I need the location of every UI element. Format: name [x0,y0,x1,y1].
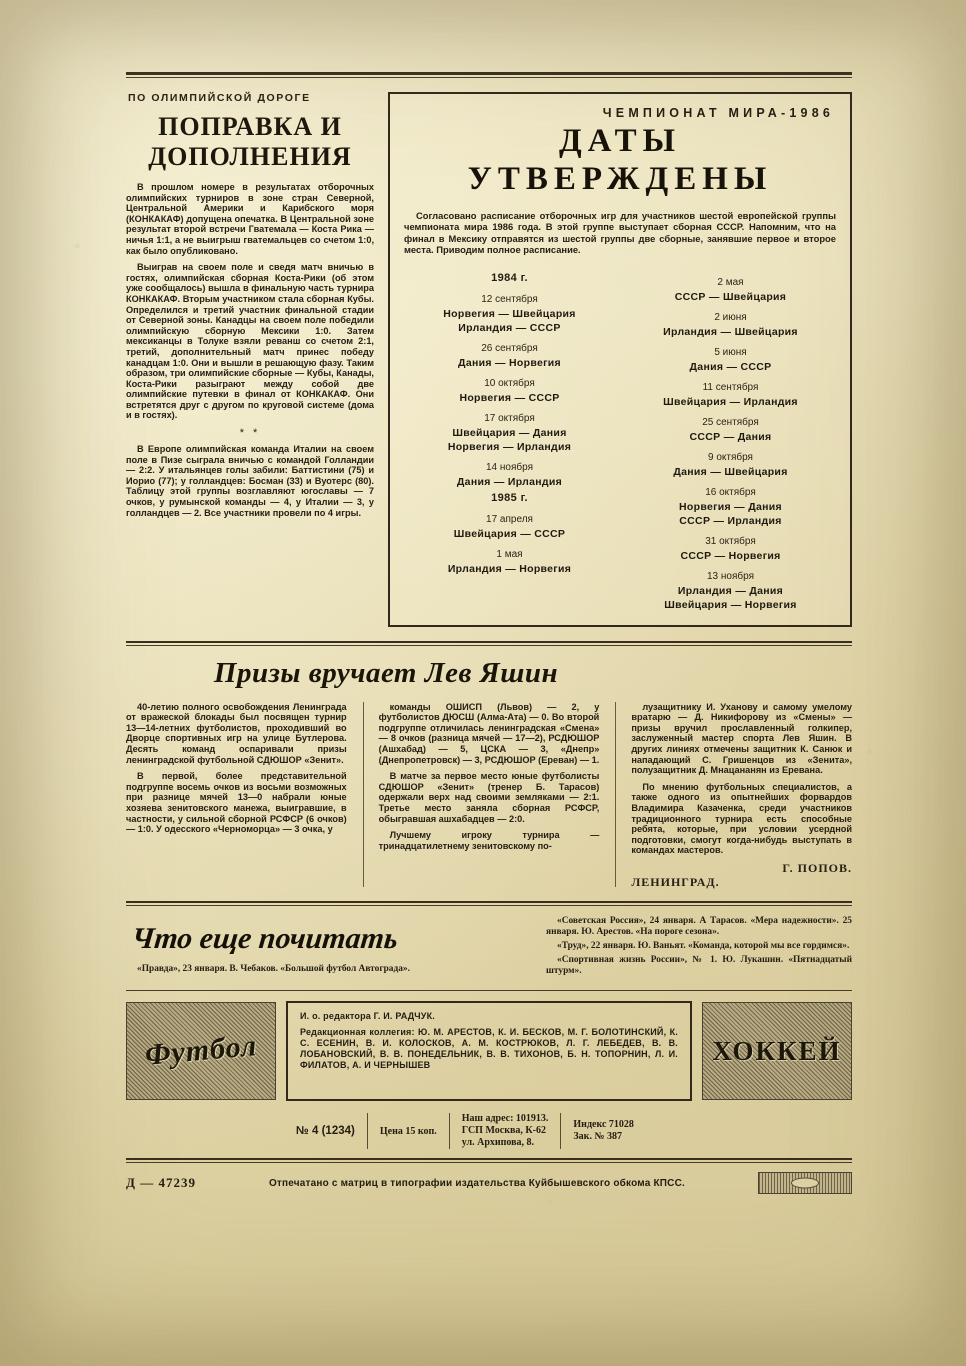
divider-thick-1 [126,641,852,643]
editorial-board-names: Ю. М. АРЕСТОВ, К. И. БЕСКОВ, М. Г. БОЛОТИНСКИЙ, К. С. ЕСЕНИН, В. И. КОЛОСКОВ, А. М. КОСТРЮКОВ, Л. Г. ЛЕБЕДЕВ, В. В. ЛОБАНОВСКИЙ, В. В. ПОНЕДЕЛЬНИК, В. В. ТИХОНОВ, Б. Н. ТОПОРНИН, Л. И. ФИЛАТОВ, А. И ЧЕРНЫШЕВ [300,1026,678,1070]
author-signature: Г. ПОПОВ. [782,860,853,875]
address-line-1: Наш адрес: 101913. [461,1113,549,1125]
read-list-left [126,964,526,975]
masthead-credits [286,1001,692,1101]
divider-thin-1 [126,645,852,646]
top-rule-thin [126,77,852,78]
kicker-worldcup: ЧЕМПИОНАТ МИРА-1986 [602,106,834,120]
yashin-paragraph: 40-летию полного освобождения Ленинграда от вражеской блокады был посвящен турнир 13—14-летних футболистов, проходивший во Дворце спортивных игр на улице Бутлерова. Десять команд оспаривали призы ленинградской футбольной СДЮШОР «Зенит». [126,701,347,765]
schedule-date: 17 апреля [486,513,533,525]
schedule-match: Швейцария — Норвегия [664,598,797,611]
divider-thin-2 [126,905,852,906]
imprint-issue-cell [126,1113,367,1149]
schedule-match: Швейцария — Ирландия [663,395,798,408]
divider-thick-2 [126,901,852,903]
olympic-body-tail [126,444,374,518]
schedule-match: Норвегия — Швейцария [443,307,576,320]
schedule-date: 12 сентября [481,293,538,305]
top-rule-thick [126,72,852,75]
schedule-match: Ирландия — СССР [458,321,561,334]
olympic-body [126,182,374,421]
yashin-columns [126,702,852,888]
schedule-year: 1985 г. [491,491,528,504]
headline-line-1: ПОПРАВКА И [158,112,342,141]
schedule-date: 1 мая [496,548,523,560]
top-section [126,92,852,627]
logo-futbol-text: Футбол [143,1029,259,1072]
section-what-to-read [126,916,852,980]
order-number: Зак. № 387 [573,1131,622,1143]
imprint-price-cell [367,1113,449,1149]
yashin-paragraph: По мнению футбольных специалистов, а также одного из опытнейших форвардов Владимира Казаченка, среди участников традиционного турнира есть способные ребята, которые, при условии усердной подготовки, смогут когда-нибудь выступать в командах мастеров. [631,781,853,856]
olympic-paragraph: В Европе олимпийская команда Италии на своем поле в Пизе сыграла вничью с командой Голландии — 2:2. У итальянцев голы забили: Баттистини (75) и Иорио (77); у голландцев: Босман (33) и Вуотерс (80). Таблицу этой группы возглавляют югославы — 7 очков, у румынской команды — 4, у Италии — 3, у голландцев — 2. Все участники провели по 4 игры. [126,444,374,518]
printer-stamp-mark [758,1172,852,1194]
schedule-match: СССР — Швейцария [674,290,787,303]
schedule-date: 25 сентября [702,416,759,428]
logo-futbol [126,1002,276,1100]
print-info-row [126,1172,852,1194]
schedule-match: Норвегия — СССР [459,391,560,404]
yashin-column-2 [363,702,600,888]
schedule-match: Швейцария — Дания [452,426,567,439]
headline-popravka [126,112,374,172]
what-to-read-left [126,916,526,978]
divider-before-colophon [126,990,852,991]
schedule-column-right [625,268,836,613]
schedule-match: СССР — Ирландия [679,514,782,527]
schedule-date: 10 октября [484,377,535,389]
yashin-paragraph: В матче за первое место юные футболисты СДЮШОР «Зенит» (тренер Б. Тарасов) одержали верх над своими земляками — 2:1. Третье место заняла сборная РСФСР, обыгравшая ашхабадцев — 2:0. [378,771,600,824]
worldcup-schedule-panel [388,92,852,627]
yashin-paragraph: команды ОШИСП (Львов) — 2, у футболистов ДЮСШ (Алма-Ата) — 0. Во второй подгруппе отличилась ленинградская «Смена» — 8 очков (разница мячей — 17—2), РСДЮШОР (Ашхабад) — 5, ЦСКА — 3, «Днепр» (Днепропетровск) — 3, РСДЮШОР (Ереван) — 1. [378,701,600,765]
schedule-year: 1984 г. [491,271,528,284]
read-list-right [546,916,852,980]
headline-yashin: Призы вручает Лев Яшин [213,656,559,689]
article-olympic-road [126,92,374,627]
olympic-paragraph: В прошлом номере в результатах отборочных олимпийских турниров в зоне стран Северной, Центральной Америки и Карибского моря (КОНКАКАФ) допущена опечатка. В Центральной зоне результат второй встречи Гватемала — Коста Рика — ничья 1:1, а не выигрыш гватемальцев со счетом 1:0, как было опубликовано. [126,182,374,256]
editor-line: И. о. редактора Г. И. РАДЧУК. [300,1011,435,1022]
yashin-column-1 [126,702,347,888]
bottom-rule-thin [126,1162,852,1163]
headline-line-2: ДОПОЛНЕНИЯ [148,142,352,171]
schedule-date: 2 мая [717,276,744,288]
schedule-date: 11 сентября [702,381,759,393]
colophon [126,1001,852,1101]
schedule-date: 26 сентября [481,342,538,354]
schedule-match: Дания — СССР [689,360,772,373]
schedule-date: 5 июня [714,346,747,358]
schedule-date: 31 октября [705,535,756,547]
schedule-table [404,268,836,613]
schedule-date: 17 октября [484,412,535,424]
imprint-index-cell [560,1113,646,1149]
paragraph-separator-asterisks: * * [239,427,261,440]
editorial-board [300,1027,678,1071]
schedule-match: Норвегия — Дания [679,500,782,513]
address-line-2: ГСП Москва, К-62 [461,1125,546,1137]
schedule-date: 9 октября [708,451,753,463]
schedule-date: 13 ноября [707,570,754,582]
read-item: «Труд», 22 января. Ю. Ваньят. «Команда, которой мы все гордимся». [557,941,850,952]
schedule-column-left [404,268,615,613]
logo-hockey [702,1002,852,1100]
yashin-column-3 [615,702,852,888]
dateline-city: ЛЕНИНГРАД. [631,874,720,889]
worldcup-lead-paragraph: Согласовано расписание отборочных игр для участников шестой европейской группы чемпионата мира 1986 года. В этой группе выступает сборная СССР. Напомним, что на финал в Мексику отправятся из шестой группы две сборные, занявшие первое и второе места. Приводим полное расписание. [404,210,836,256]
article-yashin [126,656,852,888]
issue-number: № 4 (1234) [296,1125,355,1138]
bottom-rule-thick [126,1158,852,1160]
address-line-3: ул. Архипова, 8. [461,1137,535,1149]
print-note: Отпечатано с матриц в типографии издательства Куйбышевского обкома КПСС. [268,1177,685,1189]
logo-hockey-text: ХОККЕЙ [712,1035,842,1066]
schedule-date: 2 июня [714,311,747,323]
yashin-paragraph: В первой, более представительной подгруппе восемь очков из восьми возможных при разнице мячей 13—0 набрали юные хозяева зенитовского манежа, выигравшие, в частности, у сильной сборной РСФСР (6 очков) — 1:0. У одесского «Черноморца» — 3 очка, у [126,771,347,835]
read-item: «Спортивная жизнь России», № 1. Ю. Лукашин. «Пятнадцатый штурм». [546,955,852,977]
schedule-match: Норвегия — Ирландия [447,440,572,453]
headline-dates-approved: ДАТЫ УТВЕРЖДЕНЫ [467,123,773,197]
issue-price: Цена 15 коп. [379,1125,437,1137]
print-code: Д — 47239 [126,1175,196,1191]
imprint-address-cell [449,1113,561,1149]
schedule-match: Ирландия — Дания [677,584,784,597]
read-item: «Правда», 23 января. В. Чебаков. «Большой футбол Автограда». [137,964,410,975]
kicker-olympic-road: ПО ОЛИМПИЙСКОЙ ДОРОГЕ [128,92,311,104]
headline-what-to-read: Что еще почитать [130,922,400,956]
read-item: «Советская Россия», 24 января. А Тарасов. «Мера надежности». 25 января. Ю. Арестов. «На пороге сезона». [546,916,852,938]
schedule-match: СССР — Дания [689,430,772,443]
yashin-paragraph: Лучшему игроку турнира — тринадцатилетнему зенитовскому по- [378,830,600,851]
schedule-match: Швейцария — СССР [453,527,566,540]
schedule-match: СССР — Норвегия [680,549,781,562]
schedule-match: Ирландия — Норвегия [447,562,572,575]
olympic-paragraph: Выиграв на своем поле и сведя матч вничью в гостях, олимпийская сборная Коста-Рики (об этом уже сообщалось) вышла в финальную часть турнира КОНКАКАФ. Вторым участником стала сборная Кубы. Определился и третий участник финальной стадии от Северной зоны. Канадцы на своем поле победили олимпийскую сборную Мексики 1:0. Затем мексиканцы в Толуке взяли реванш со счетом 2:1, третий, дополнительный матч принес победу канадцам 1:0. Они и вышли в решающую фазу. Таким образом, три олимпийские сборные — Кубы, Канады, Коста-Рики разыграют между собой две олимпийские путевки в финал от КОНКАКАФ. Они встретятся друг с другом по круговой системе (дома и в гостях). [126,262,374,421]
schedule-date: 14 ноября [486,461,533,473]
page-content [126,72,852,1244]
imprint-row [126,1113,852,1149]
schedule-match: Ирландия — Швейцария [663,325,798,338]
bottom-rules [126,1158,852,1163]
schedule-date: 16 октября [705,486,756,498]
schedule-match: Дания — Швейцария [673,465,788,478]
editorial-board-label: Редакционная коллегия: [300,1026,415,1037]
schedule-match: Дания — Ирландия [456,475,563,488]
schedule-match: Дания — Норвегия [458,356,561,369]
yashin-paragraph: лузащитнику И. Уханову и самому умелому вратарю — Д. Никифорову из «Смены» — призы вручил прославленный голкипер, заслуженный мастер спорта Лев Яшин. В других линиях отмечены защитник К. Санюк и нападающий С. Гришенцов из «Зенита», полузащитник Д. Мнацананян из Еревана. [631,701,853,776]
index-number: Индекс 71028 [573,1119,634,1131]
